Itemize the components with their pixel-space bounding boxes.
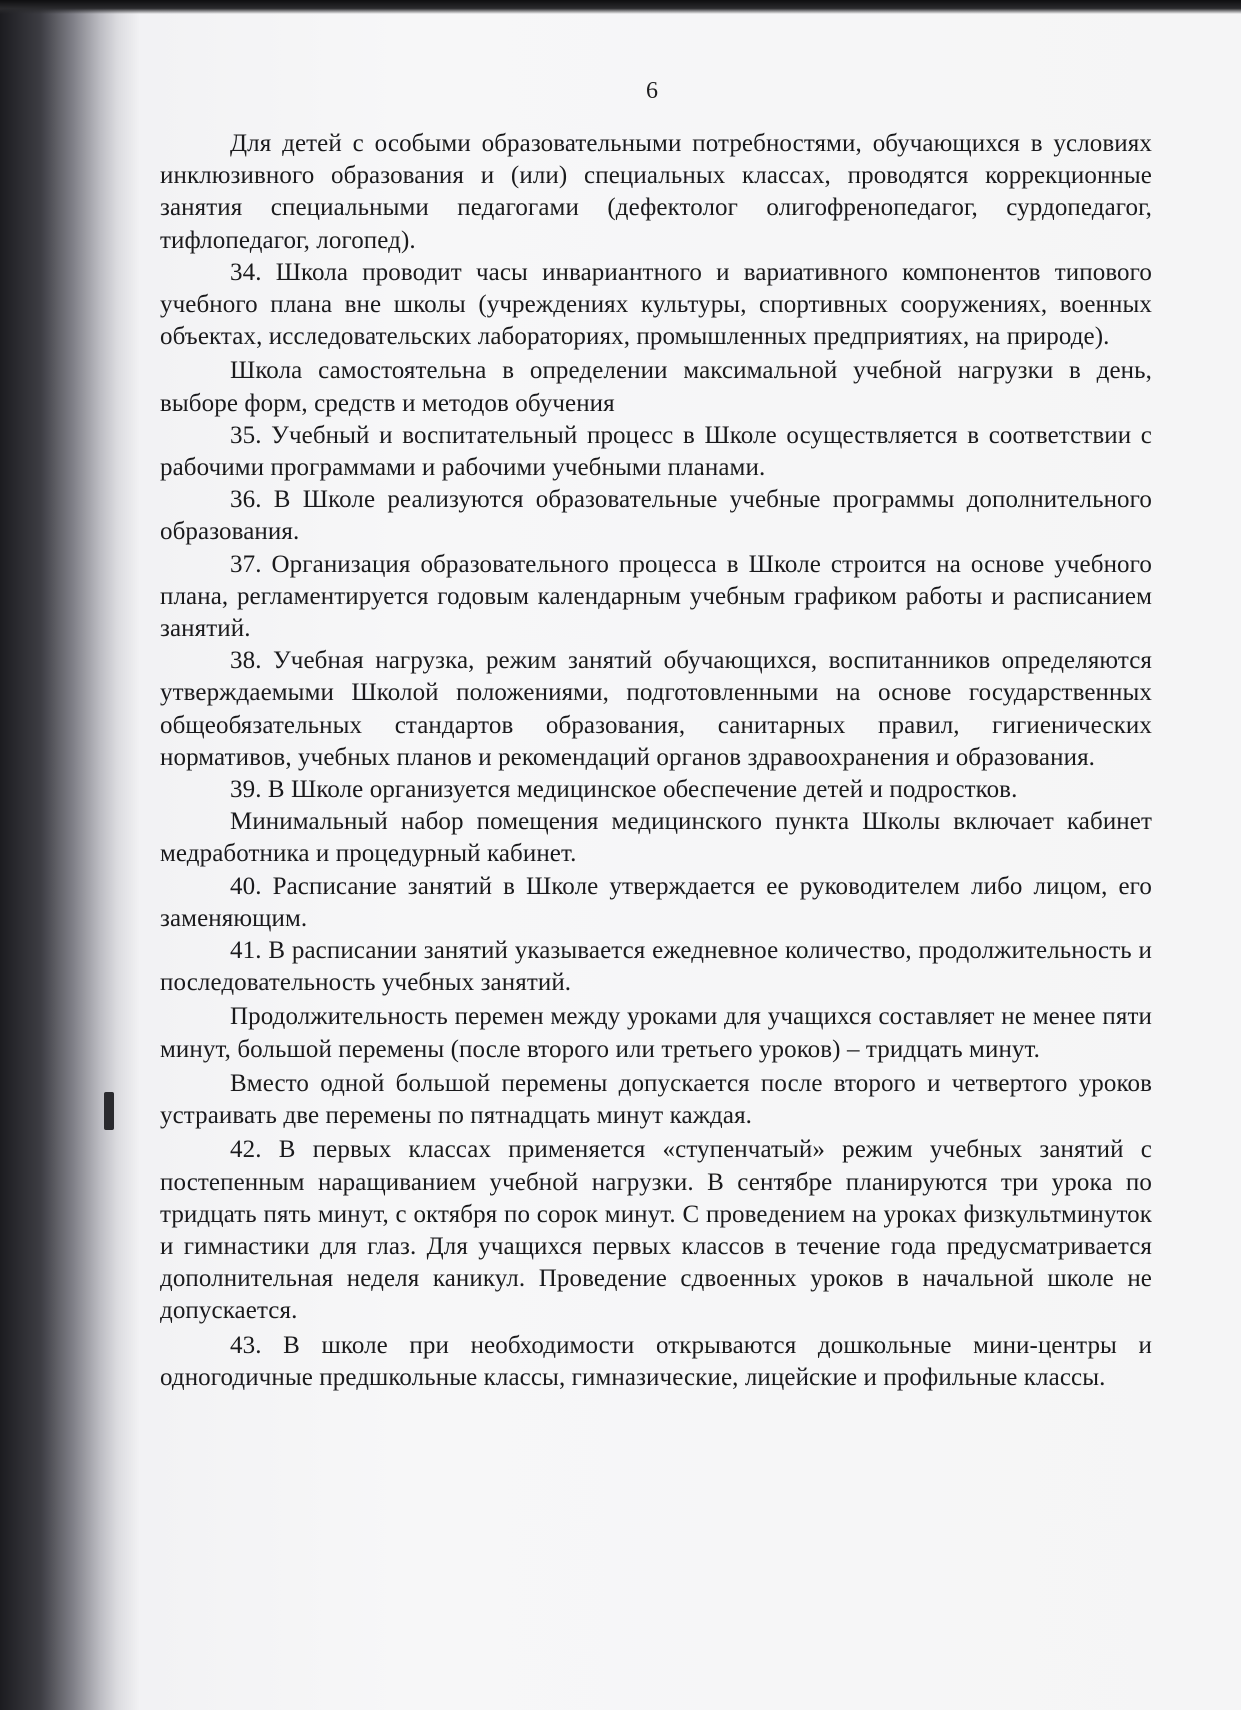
paragraph-max-load: Школа самостоятельна в определении максимальной учебной нагрузки в день, выборе форм, средств и методов обучения xyxy=(160,357,1152,417)
paragraph-breaks-duration: Продолжительность перемен между уроками для учащихся составляет не менее пяти минут, большой перемены (после второго или третьего уроков) – тридцать минут. xyxy=(160,1003,1152,1063)
paragraph-36: 36. В Школе реализуются образовательные учебные программы дополнительного образования. xyxy=(160,486,1152,546)
paragraph-medical-room: Минимальный набор помещения медицинского пункта Школы включает кабинет медработника и процедурный кабинет. xyxy=(160,808,1152,868)
paragraph-38: 38. Учебная нагрузка, режим занятий обучающихся, воспитанников определяются утверждаемыми Школой положениями, подготовленными на основе государственных общеобязательных стандартов образования, санитарных правил, гигиенических нормативов, учебных планов и рекомендаций органов здравоохранения и образования. xyxy=(160,647,1152,771)
paragraph-two-breaks: Вместо одной большой перемены допускается после второго и четвертого уроков устраивать две перемены по пятнадцать минут каждая. xyxy=(160,1069,1152,1130)
paragraph-34: 34. Школа проводит часы инвариантного и вариативного компонентов типового учебного плана вне школы (учреждениях культуры, спортивных сооружениях, военных объектах, исследовательских лабораториях, промышленных предприятиях, на природе). xyxy=(160,258,1152,351)
document-body xyxy=(160,128,1152,1394)
paragraph-special-needs: Для детей с особыми образовательными потребностями, обучающихся в условиях инклюзивного образования и (или) специальных классах, проводятся коррекционные занятия специальными педагогами (дефектолог олигофренопедагог, сурдопедагог, тифлопедагог, логопед). xyxy=(160,130,1152,254)
paragraph-39: 39. В Школе организуется медицинское обеспечение детей и подростков. xyxy=(230,776,1018,804)
paragraph-42: 42. В первых классах применяется «ступенчатый» режим учебных занятий с постепенным наращиванием учебной нагрузки. В сентябре планируются три урока по тридцать пять минут, с октября по сорок минут. С проведением на уроках физкультминуток и гимнастики для глаз. Для учащихся первых классов в течение года предусматривается дополнительная неделя каникул. Проведение сдвоенных уроков в начальной школе не допускается. xyxy=(160,1136,1152,1325)
paragraph-40: 40. Расписание занятий в Школе утверждается ее руководителем либо лицом, его заменяющим. xyxy=(160,872,1152,932)
paragraph-43: 43. В школе при необходимости открываются дошкольные мини-центры и одногодичные предшкольные классы, гимназические, лицейские и профильные классы. xyxy=(160,1331,1152,1391)
page-number: 6 xyxy=(646,78,658,104)
scan-top-edge-shadow xyxy=(0,0,1241,14)
paragraph-35: 35. Учебный и воспитательный процесс в Школе осуществляется в соответствии с рабочими программами и рабочими учебными планами. xyxy=(160,421,1152,482)
paragraph-37: 37. Организация образовательного процесса в Школе строится на основе учебного плана, регламентируется годовым календарным учебным графиком работы и расписанием занятий. xyxy=(160,550,1152,643)
binding-hole-mark xyxy=(104,1092,114,1130)
paragraph-41: 41. В расписании занятий указывается ежедневное количество, продолжительность и последовательность учебных занятий. xyxy=(160,937,1152,997)
